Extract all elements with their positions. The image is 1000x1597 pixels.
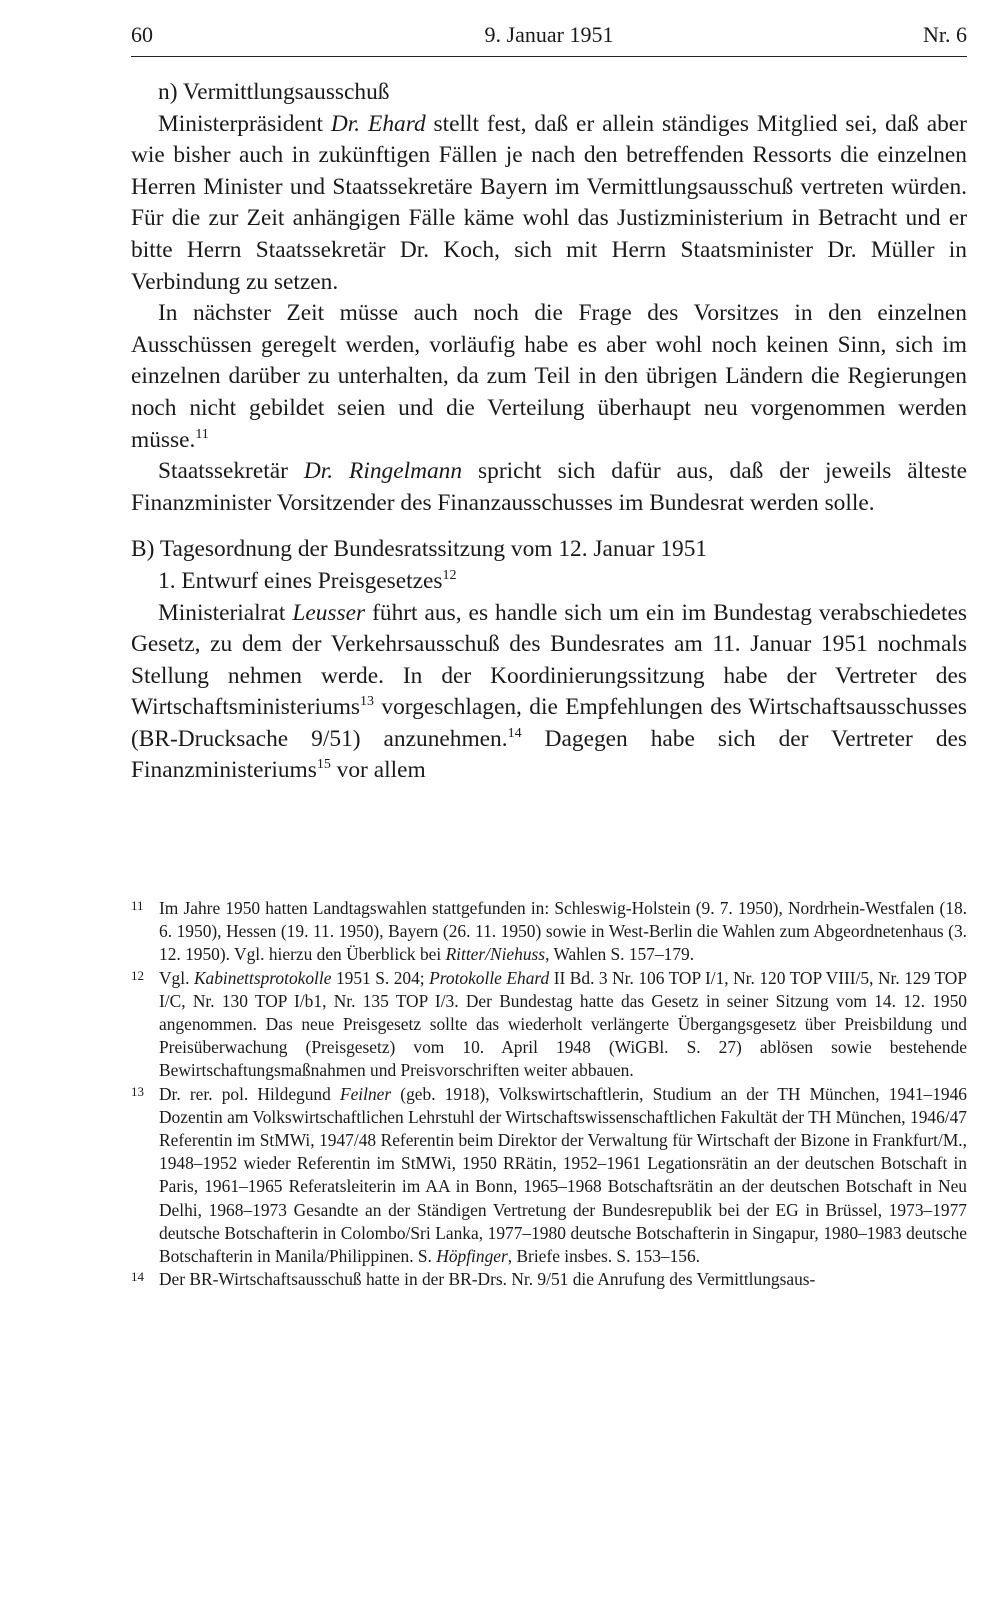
section-heading-b: B) Tagesordnung der Bundesratssitzung vom 12. Januar 1951 bbox=[131, 536, 708, 563]
footnote-text: Vgl. Kabinettsprotokolle 1951 S. 204; Protokolle Ehard II Bd. 3 Nr. 106 TOP I/1, Nr. 120 TOP VIII/5, Nr. 129 TOP I/C, Nr. 130 TOP I/b1, Nr. 135 TOP I/3. Der Bundestag hatte das Gesetz in seiner Sitzung vom 14. 12. 1950 angenommen. Das neue Preisgesetz sollte das wiederholt verlängerte Übergangsgesetz über Preisbildung und Preisüberwachung (Preisgesetz) vom 10. April 1948 (WiGBl. S. 27) ablösen sowie bestehende Bewirtschaftungsmaßnahmen und Preisvorschriften weiter abbauen. bbox=[159, 967, 967, 1081]
footnote-number: 14 bbox=[131, 1269, 144, 1285]
paragraph-leusser: Ministerialrat Leusser führt aus, es handle sich um ein im Bundestag verabschiedetes Gesetz, zu dem der Verkehrsausschuß des Bundesrates am 11. Januar 1951 nochmals Stellung nehmen werde. In der Koordinierungssitzung habe der Vertreter des Wirtschaftsministeriums$^{13}$ vorgeschlagen, die Empfehlungen des Wirtschaftsausschusses (BR-Drucksache 9/51) anzunehmen.$^{14}$ Dagegen habe sich der Vertreter des Finanzministeriums$^{15}$ vor allem bbox=[131, 599, 967, 784]
header-date: 9. Januar 1951 bbox=[484, 22, 614, 47]
paragraph-ehard: Ministerpräsident Dr. Ehard stellt fest, daß er allein ständiges Mitglied sei, daß aber wie bisher auch in zukünftigen Fällen je nach den betreffenden Ressorts die einzelnen Herren Minister und Staatssekretäre Bayern im Vermittlungsausschuß vertreten würden. Für die zur Zeit anhängigen Fälle käme wohl das Justizministerium in Betracht und er bitte Herrn Staatssekretär Dr. Koch, sich mit Herrn Staatsminister Dr. Müller in Verbindung zu setzen. bbox=[131, 110, 967, 295]
section-heading-n: n) Vermittlungsausschuß bbox=[158, 79, 390, 105]
footnote-ref-15[interactable]: 15 bbox=[316, 757, 331, 773]
person-name: Dr. Ringelmann bbox=[303, 458, 463, 485]
footnote-text: Dr. rer. pol. Hildegund Feilner (geb. 1918), Volkswirtschaftlerin, Studium an der TH München, 1941–1946 Dozentin am Volkswirtschaftlichen Lehrstuhl der Wirtschaftswissenschaftlichen Fakultät der TH München, 1946/47 Referentin im StMWi, 1947/48 Referentin beim Direktor der Verwaltung für Wirtschaft der Bizone in Frankfurt/M., 1948–1952 wieder Referentin im StMWi, 1950 RRätin, 1952–1961 Legationsrätin an der deutschen Botschaft in Paris, 1961–1965 Referatsleiterin im AA in Bonn, 1965–1968 Botschaftsrätin an der deutschen Botschaft in Neu Delhi, 1968–1973 Gesandte an der Ständigen Vertretung der Bundesrepublik bei der EG in Brüssel, 1973–1977 deutsche Botschafterin in Colombo/Sri Lanka, 1977–1980 deutsche Botschafterin in Singapur, 1980–1983 deutsche Botschafterin in Manila/Philippinen. S. Höpfinger, Briefe insbes. S. 153–156. bbox=[159, 1083, 968, 1267]
footnote-text: Im Jahre 1950 hatten Landtagswahlen stattgefunden in: Schleswig-Holstein (9. 7. 1950), Nordrhein-Westfalen (18. 6. 1950), Hessen (19. 11. 1950), Bayern (26. 11. 1950) sowie in West-Berlin die Wahlen zum Abgeordnetenhaus (3. 12. 1950). Vgl. hierzu den Überblick bei Ritter/Niehuss, Wahlen S. 157–179. bbox=[159, 898, 967, 965]
person-name: Ehard bbox=[368, 110, 426, 137]
person-name: Leusser bbox=[292, 599, 366, 626]
footnote-text: Der BR-Wirtschaftsausschuß hatte in der BR-Drs. Nr. 9/51 die Anrufung des Vermittlungsaus- bbox=[159, 1269, 816, 1290]
paragraph-ringelmann: Staatssekretär Dr. Ringelmann spricht sich dafür aus, daß der jeweils älteste Finanzminister Vorsitzender des Finanzausschusses im Bundesrat werden solle. bbox=[131, 458, 967, 516]
page-number: 60 bbox=[131, 22, 153, 47]
footnote-ref-13[interactable]: 13 bbox=[360, 694, 375, 710]
footnote-11 bbox=[131, 897, 967, 967]
footnote-ref-12[interactable]: 12 bbox=[442, 567, 457, 583]
document-number: Nr. 6 bbox=[923, 22, 967, 47]
footnote-number: 12 bbox=[131, 967, 144, 983]
footnote-number: 11 bbox=[131, 898, 144, 913]
footnote-14 bbox=[131, 1268, 967, 1291]
footnote-ref-11[interactable]: 11 bbox=[195, 426, 209, 442]
main-text bbox=[131, 77, 967, 787]
footnote-12 bbox=[131, 967, 967, 1083]
running-header bbox=[131, 16, 967, 57]
paragraph-vorsitz: In nächster Zeit müsse auch noch die Frage des Vorsitzes in den einzelnen Ausschüssen geregelt werden, vorläufig habe es aber wohl noch keinen Sinn, sich im einzelnen darüber zu unterhalten, da zum Teil in den übrigen Ländern die Regierungen noch nicht gebildet seien und die Verteilung überhaupt neu vorgenommen werden müsse.$^{11}$ bbox=[131, 300, 967, 453]
footnotes bbox=[131, 897, 967, 1291]
footnote-number: 13 bbox=[131, 1083, 144, 1099]
footnote-13 bbox=[131, 1083, 967, 1269]
agenda-item-1: 1. Entwurf eines Preisgesetzes$^{12}$ bbox=[158, 567, 457, 594]
footnote-ref-14[interactable]: 14 bbox=[507, 725, 522, 741]
